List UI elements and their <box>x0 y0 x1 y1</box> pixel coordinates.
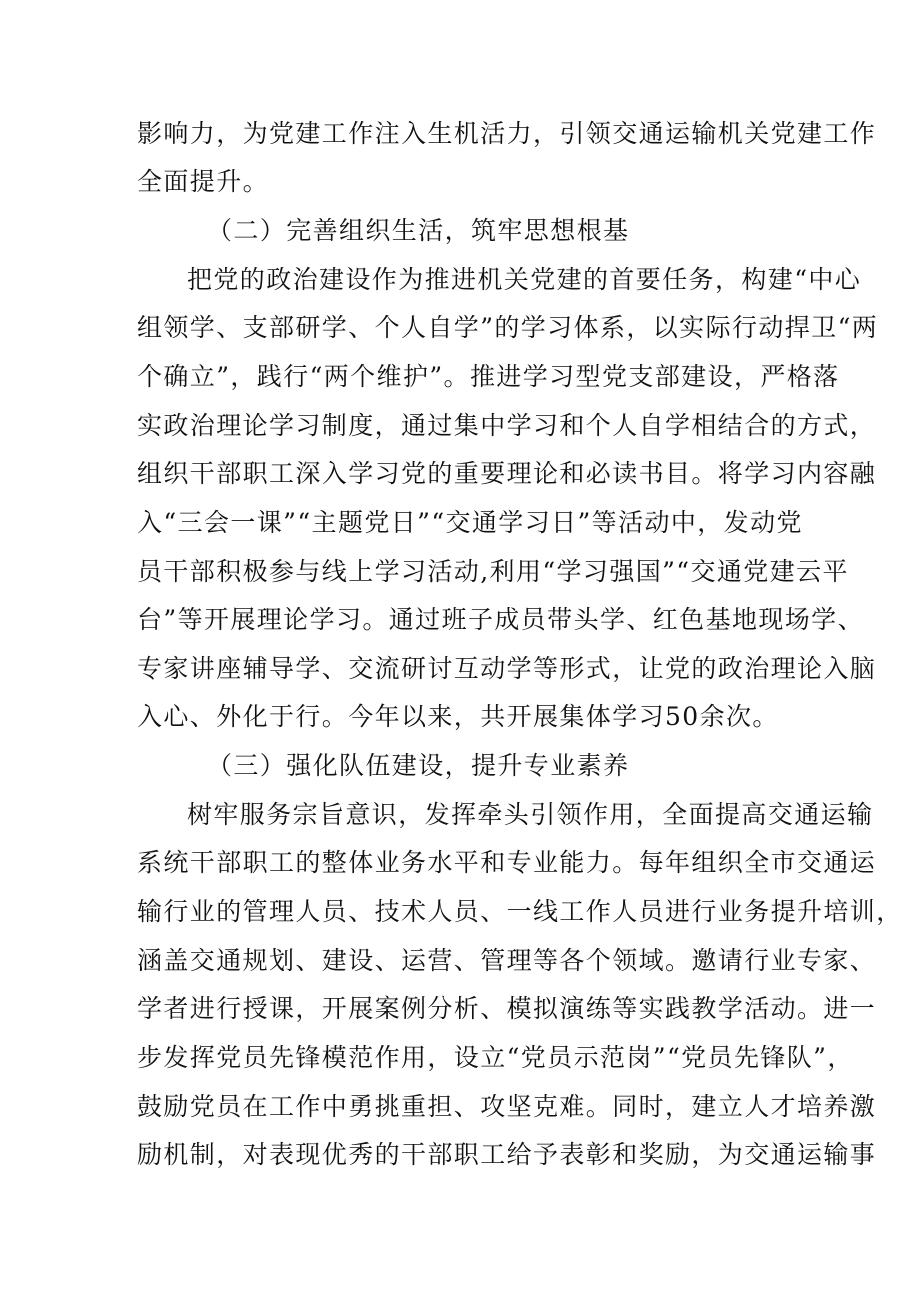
paragraph-line: 全面提升。 <box>137 167 270 196</box>
paragraph-line: 影响力，为党建工作注入生机活力，引领交通运输机关党建工作 <box>137 119 877 148</box>
paragraph-line: 步发挥党员先锋模范作用，设立“党员示范岗”“党员先锋队”， <box>137 1043 854 1072</box>
paragraph-line: 输行业的管理人员、技术人员、一线工作人员进行业务提升培训， <box>137 897 903 926</box>
paragraph-line: 把党的政治建设作为推进机关党建的首要任务，构建“中心 <box>187 265 862 294</box>
paragraph-line: 台”等开展理论学习。通过班子成员带头学、红色基地现场学、 <box>137 605 864 634</box>
paragraph-line: 入心、外化于行。今年以来，共开展集体学习50余次。 <box>137 702 779 731</box>
section-heading-3: （三）强化队伍建设，提升专业素养 <box>207 751 630 780</box>
paragraph-line: 组织干部职工深入学习党的重要理论和必读书目。将学习内容融 <box>137 459 877 488</box>
paragraph-line: 励机制，对表现优秀的干部职工给予表彰和奖励，为交通运输事 <box>137 1140 877 1169</box>
paragraph-line: 员干部积极参与线上学习活动,利用“学习强国”“交通党建云平 <box>137 557 849 586</box>
paragraph-line: 实政治理论学习制度，通过集中学习和个人自学相结合的方式， <box>137 411 877 440</box>
paragraph-line: 个确立”，践行“两个维护”。推进学习型党支部建设，严格落 <box>137 362 840 391</box>
section-heading-2: （二）完善组织生活，筑牢思想根基 <box>207 216 630 245</box>
paragraph-line: 学者进行授课，开展案例分析、模拟演练等实践教学活动。进一 <box>137 994 877 1023</box>
paragraph-line: 涵盖交通规划、建设、运营、管理等各个领域。邀请行业专家、 <box>137 946 877 975</box>
paragraph-line: 系统干部职工的整体业务水平和专业能力。每年组织全市交通运 <box>137 848 877 877</box>
paragraph-line: 树牢服务宗旨意识，发挥牵头引领作用，全面提高交通运输 <box>187 800 874 829</box>
paragraph-line: 鼓励党员在工作中勇挑重担、攻坚克难。同时，建立人才培养激 <box>137 1092 877 1121</box>
paragraph-line: 入“三会一课”“主题党日”“交通学习日”等活动中，发动党 <box>137 508 803 537</box>
paragraph-line: 专家讲座辅导学、交流研讨互动学等形式，让党的政治理论入脑 <box>137 654 877 683</box>
paragraph-line: 组领学、支部研学、个人自学”的学习体系，以实际行动捍卫“两 <box>137 313 879 342</box>
